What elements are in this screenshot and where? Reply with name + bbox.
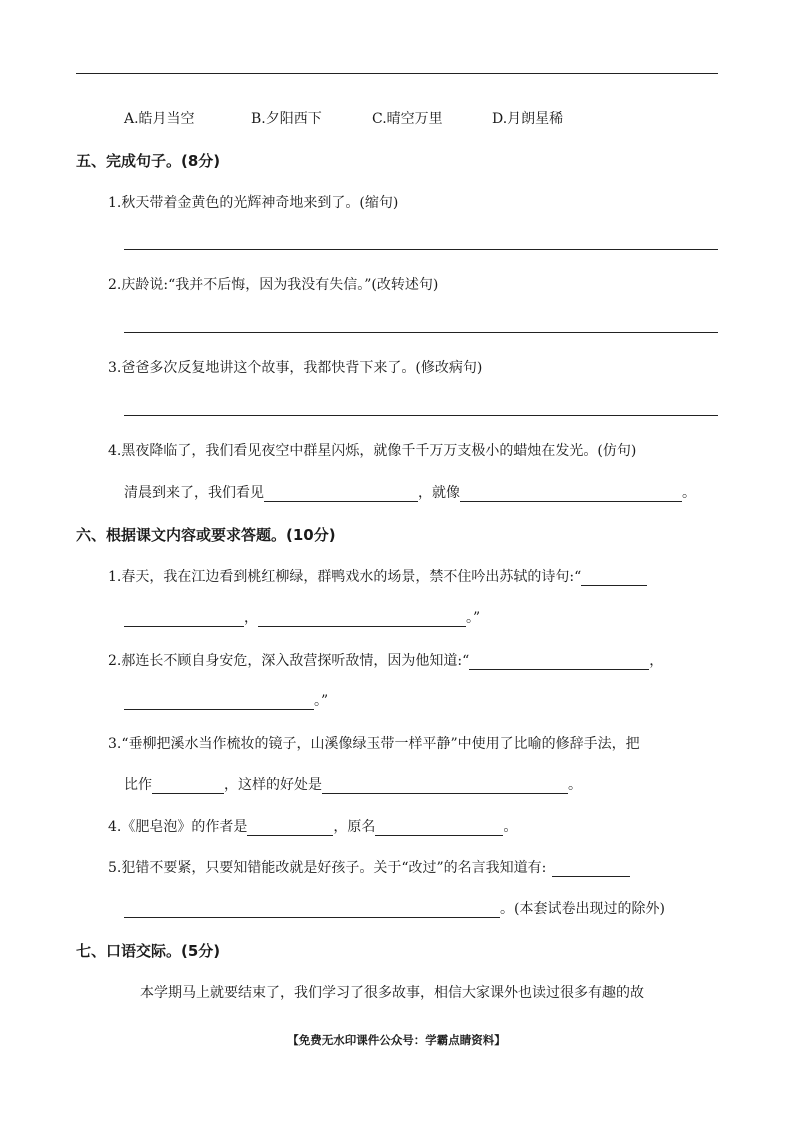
option-c: C.晴空万里 [372,111,443,127]
s6-q4-end: 。 [503,819,518,835]
s6-q1-blank-1[interactable] [581,569,647,586]
s6-q1-blank-3[interactable] [258,610,466,627]
s5-q4-mid: ，就像 [418,485,460,501]
s6-q2-mid: ， [649,653,664,669]
s6-question-2 [108,650,663,670]
s6-q1-row2 [124,607,480,627]
s6-q2-blank-1[interactable] [469,653,649,670]
s6-question-5 [108,857,630,877]
s5-question-3: 3.爸爸多次反复地讲这个故事，我都快背下来了。(修改病句) [108,360,483,376]
s6-q4-blank-2[interactable] [375,819,503,836]
s6-q4-blank-1[interactable] [247,819,333,836]
s6-q5-row2 [124,898,665,918]
s6-q5-text: 5.犯错不要紧，只要知错能改就是好孩子。关于“改过”的名言我知道有: [108,860,547,876]
s6-q3-row2 [124,774,582,794]
s6-q1-end: 。” [466,610,481,626]
s5-q3-answer-line[interactable] [124,415,718,416]
s5-q4-end: 。 [682,485,696,501]
s6-q5-blank-1[interactable] [552,860,630,877]
s5-question-4: 4.黑夜降临了，我们看见夜空中群星闪烁，就像千千万万支极小的蜡烛在发光。(仿句) [108,443,637,459]
s6-q1-text: 1.春天，我在江边看到桃红柳绿，群鸭戏水的场景，禁不住吟出苏轼的诗句:“ [108,569,582,585]
s6-question-3: 3.“垂柳把溪水当作梳妆的镜子，山溪像绿玉带一样平静”中使用了比喻的修辞手法，把 [108,736,640,752]
s6-q3-blank-2[interactable] [322,777,568,794]
section6-title: 六、根据课文内容或要求答题。(10分) [76,526,336,544]
s6-q4-b: ，原名 [333,819,376,835]
option-a: A.皓月当空 [124,111,195,127]
s5-q2-answer-line[interactable] [124,332,718,333]
s5-question-2: 2.庆龄说:“我并不后悔，因为我没有失信。”(改转述句) [108,277,439,293]
s6-q1-blank-2[interactable] [124,610,244,627]
s6-q3-end: 。 [568,777,582,793]
page-footer: 【免费无水印课件公众号：学霸点睛资料】 [287,1033,506,1047]
section5-title: 五、完成句子。(8分) [76,152,221,170]
option-b: B.夕阳西下 [251,111,322,127]
s6-q1-mid: ， [244,610,258,626]
s6-question-1 [108,566,647,586]
s6-q4-a: 4.《肥皂泡》的作者是 [108,819,248,835]
s5-question-1: 1.秋天带着金黄色的光辉神奇地来到了。(缩句) [108,195,399,211]
s6-q3-a: 比作 [124,777,152,793]
s5-q4-prefix: 清晨到来了，我们看见 [124,485,264,501]
s5-q4-blank-2[interactable] [460,485,682,502]
s6-q3-blank-1[interactable] [152,777,224,794]
s6-q3-b: ，这样的好处是 [224,777,322,793]
s6-q2-end: 。” [314,693,329,709]
s6-q2-row2 [124,690,328,710]
section7-title: 七、口语交际。(5分) [76,942,221,960]
s6-question-4 [108,816,517,836]
s5-q4-fill-row [124,482,696,502]
s6-q2-text: 2.郝连长不顾自身安危，深入敌营探听敌情，因为他知道:“ [108,653,470,669]
s5-q1-answer-line[interactable] [124,249,718,250]
s6-q2-blank-2[interactable] [124,693,314,710]
header-rule [76,73,718,74]
s6-q5-blank-2[interactable] [124,901,500,918]
option-d: D.月朗星稀 [492,111,564,127]
s5-q4-blank-1[interactable] [264,485,418,502]
s6-q5-end: 。(本套试卷出现过的除外) [500,901,665,917]
s7-paragraph: 本学期马上就要结束了，我们学习了很多故事，相信大家课外也读过很多有趣的故 [140,985,644,1001]
